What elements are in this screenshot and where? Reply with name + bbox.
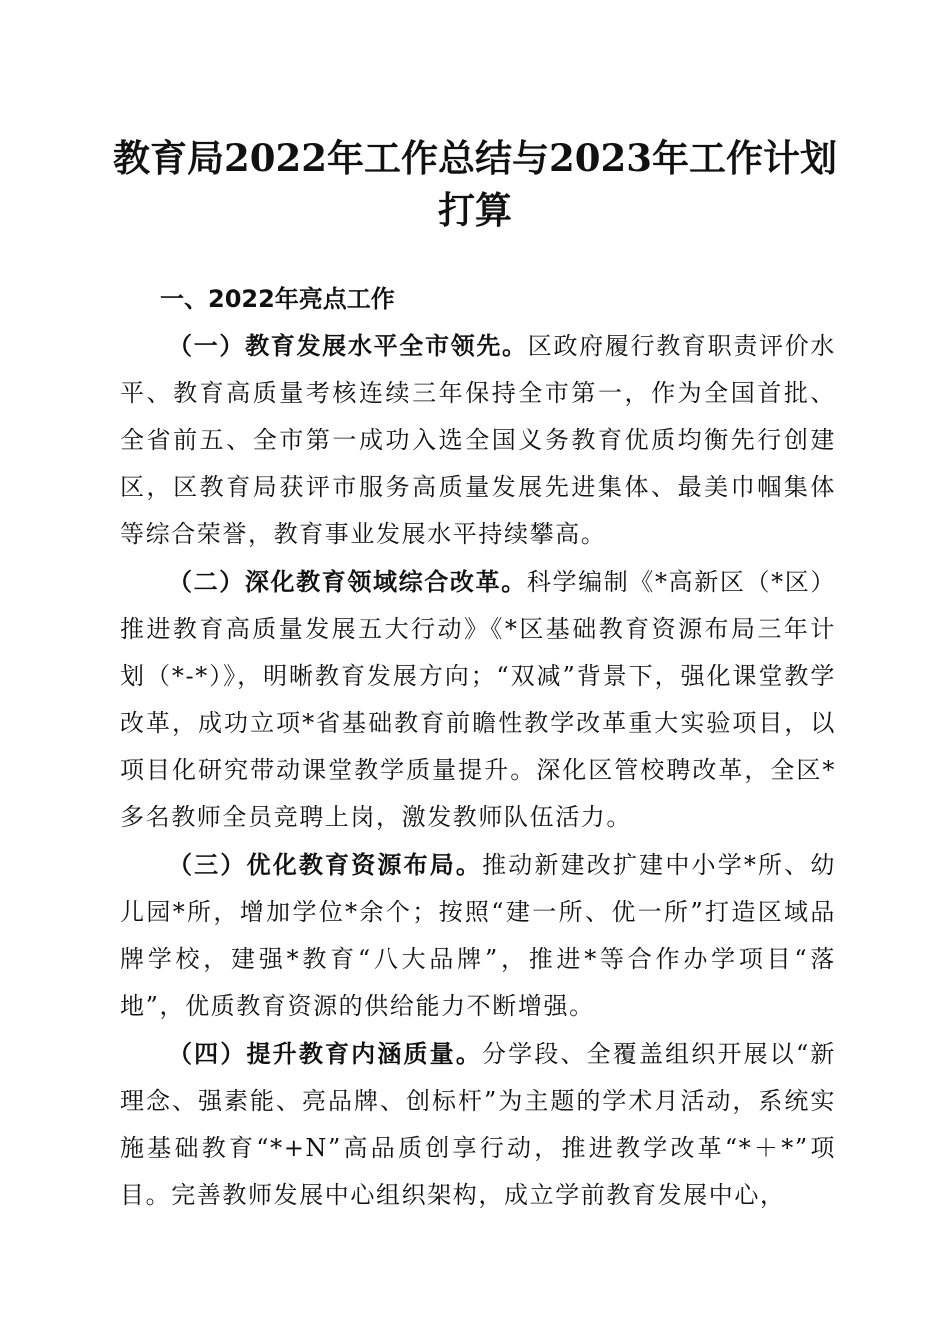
paragraph-lead: （四）提升教育内涵质量。 [168,1039,482,1068]
paragraph-3 [120,841,836,1030]
paragraph-text: 分学段、全覆盖组织开展以“新理念、强素能、亮品牌、创标杆”为主题的学术月活动，系统实施基础教育“*+N”高品质创享行动，推进教学改革“*＋*”项目。完善教师发展中心组织架构，成立学前教育发展中心， [120,1040,836,1209]
paragraph-lead: （三）优化教育资源布局。 [168,850,483,879]
paragraph-text: 区政府履行教育职责评价水平、教育高质量考核连续三年保持全市第一，作为全国首批、全省前五、全市第一成功入选全国义务教育优质均衡先行创建区，区教育局获评市服务高质量发展先进集体、最美巾帼集体等综合荣誉，教育事业发展水平持续攀高。 [120,332,837,548]
paragraph-1 [120,322,836,558]
paragraph-lead: （一）教育发展水平全市领先。 [168,331,528,360]
paragraph-text: 科学编制《*高新区（*区）推进教育高质量发展五大行动》《*区基础教育资源布局三年计划（*-*）》，明晰教育发展方向；“双减”背景下，强化课堂教学改革，成功立项*省基础教育前瞻性教学改革重大实验项目，以项目化研究带动课堂教学质量提升。深化区管校聘改革，全区*多名教师全员竞聘上岗，激发教师队伍活力。 [120,568,836,831]
paragraph-2 [120,558,836,841]
paragraph-lead: （二）深化教育领域综合改革。 [168,567,527,596]
section-heading: 一、2022年亮点工作 [160,285,395,313]
document-body [120,322,836,1219]
paragraph-text: 推动新建改扩建中小学*所、幼儿园*所，增加学位*余个；按照“建一所、优一所”打造区域品牌学校，建强*教育“八大品牌”，推进*等合作办学项目“落地”，优质教育资源的供给能力不断增强。 [120,851,836,1020]
paragraph-4 [120,1030,836,1219]
document-title: 教育局2022年工作总结与2023年工作计划打算 [113,136,837,232]
